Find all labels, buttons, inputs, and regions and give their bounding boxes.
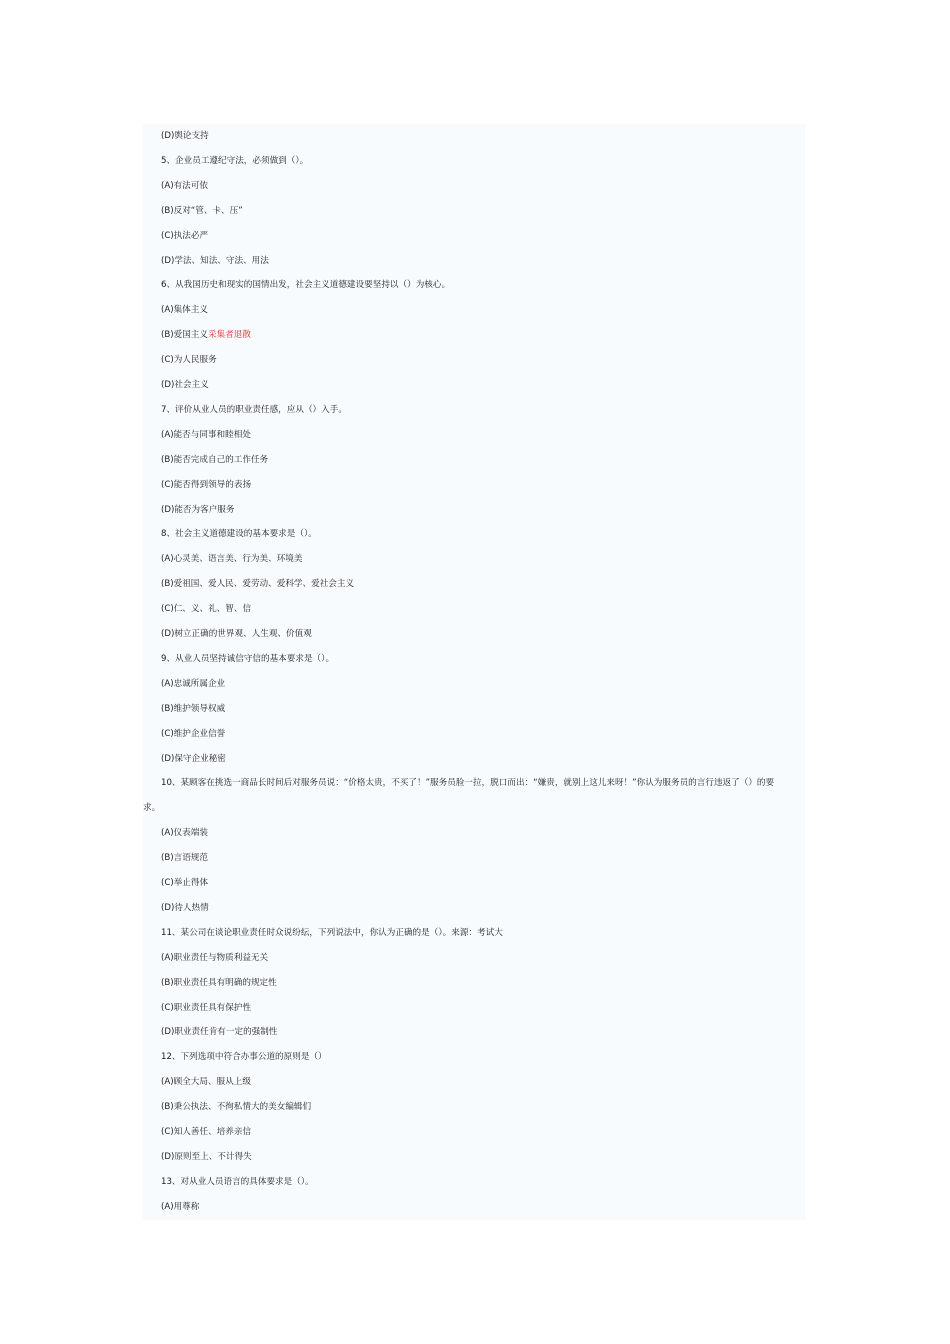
option-line bbox=[161, 327, 251, 343]
option-line: (A)心灵美、语言美、行为美、环境美 bbox=[161, 554, 303, 565]
question-line: 10、某顾客在挑选一商品长时间后对服务员说：“价格太贵，不买了！”服务员脸一拉，脱口而出：“嫌贵，就别上这儿来呀！”你认为服务员的言行违返了（）的要 bbox=[161, 778, 775, 789]
option-line: (D)舆论支持 bbox=[161, 131, 209, 141]
option-line: (D)原则至上、不计得失 bbox=[161, 1151, 252, 1162]
option-line: (A)用尊称 bbox=[161, 1201, 200, 1212]
option-line: (B)能否完成自己的工作任务 bbox=[161, 454, 269, 465]
option-line: (A)忠诚所属企业 bbox=[161, 678, 226, 689]
continuation-line: 求。 bbox=[143, 803, 161, 814]
option-line: (A)能否与同事和睦相处 bbox=[161, 429, 251, 440]
option-line: (B)秉公执法、不徇私情大的美女编辑们 bbox=[161, 1102, 312, 1113]
option-line: (C)知人善任、培养亲信 bbox=[161, 1127, 252, 1137]
option-line: (A)职业责任与物质利益无关 bbox=[161, 952, 269, 963]
question-line: 5、企业员工遵纪守法，必须做到（）。 bbox=[161, 155, 309, 166]
question-line: 7、评价从业人员的职业责任感，应从（）入手。 bbox=[161, 404, 347, 415]
option-line: (A)仪表端装 bbox=[161, 828, 208, 839]
watermark-text: 采集者退散 bbox=[207, 330, 251, 341]
option-line: (C)能否得到领导的表扬 bbox=[161, 479, 252, 490]
option-line: (B)反对“管、卡、压” bbox=[161, 205, 243, 216]
option-line: (B)爱祖国、爱人民、爱劳动、爱科学、爱社会主义 bbox=[161, 579, 355, 590]
option-line: (B)言语规范 bbox=[161, 853, 208, 864]
question-line: 12、下列选项中符合办事公道的原则是（） bbox=[161, 1052, 327, 1063]
option-line: (D)保守企业秘密 bbox=[161, 753, 226, 764]
option-line: (A)顾全大局、服从上级 bbox=[161, 1077, 251, 1088]
option-line: (A)有法可依 bbox=[161, 180, 208, 191]
option-line: (D)社会主义 bbox=[161, 380, 209, 390]
question-line: 11、某公司在谈论职业责任时众说纷纭，下列说法中，你认为正确的是（）。来源：考试大 bbox=[161, 927, 503, 938]
question-line: 13、对从业人员语言的具体要求是（）。 bbox=[161, 1176, 314, 1187]
question-line: 9、从业人员坚持诚信守信的基本要求是（）。 bbox=[161, 653, 335, 664]
option-line: (D)待人热情 bbox=[161, 902, 209, 913]
question-line: 8、社会主义道德建设的基本要求是（）。 bbox=[161, 529, 317, 540]
option-line: (B)维护领导权威 bbox=[161, 703, 226, 714]
option-line: (C)为人民服务 bbox=[161, 355, 217, 366]
option-line: (D)职业责任肯有一定的强制性 bbox=[161, 1027, 278, 1038]
option-line: (C)职业责任具有保护性 bbox=[161, 1002, 252, 1013]
option-line: (D)学法、知法、守法、用法 bbox=[161, 255, 269, 266]
option-line: (C)举止得体 bbox=[161, 878, 209, 888]
option-line: (D)树立正确的世界观、人生观、价值观 bbox=[161, 629, 312, 639]
option-line: (A)集体主义 bbox=[161, 305, 208, 316]
option-line: (C)执法必严 bbox=[161, 230, 209, 241]
question-line: 6、从我国历史和现实的国情出发，社会主义道德建设要坚持以（）为核心。 bbox=[161, 280, 451, 291]
option-text: (B)爱国主义 bbox=[161, 330, 208, 341]
option-line: (C)维护企业信誉 bbox=[161, 728, 226, 739]
option-line: (C)仁、义、礼、智、信 bbox=[161, 604, 252, 615]
option-line: (B)职业责任具有明确的规定性 bbox=[161, 977, 277, 988]
option-line: (D)能否为客户服务 bbox=[161, 504, 235, 515]
